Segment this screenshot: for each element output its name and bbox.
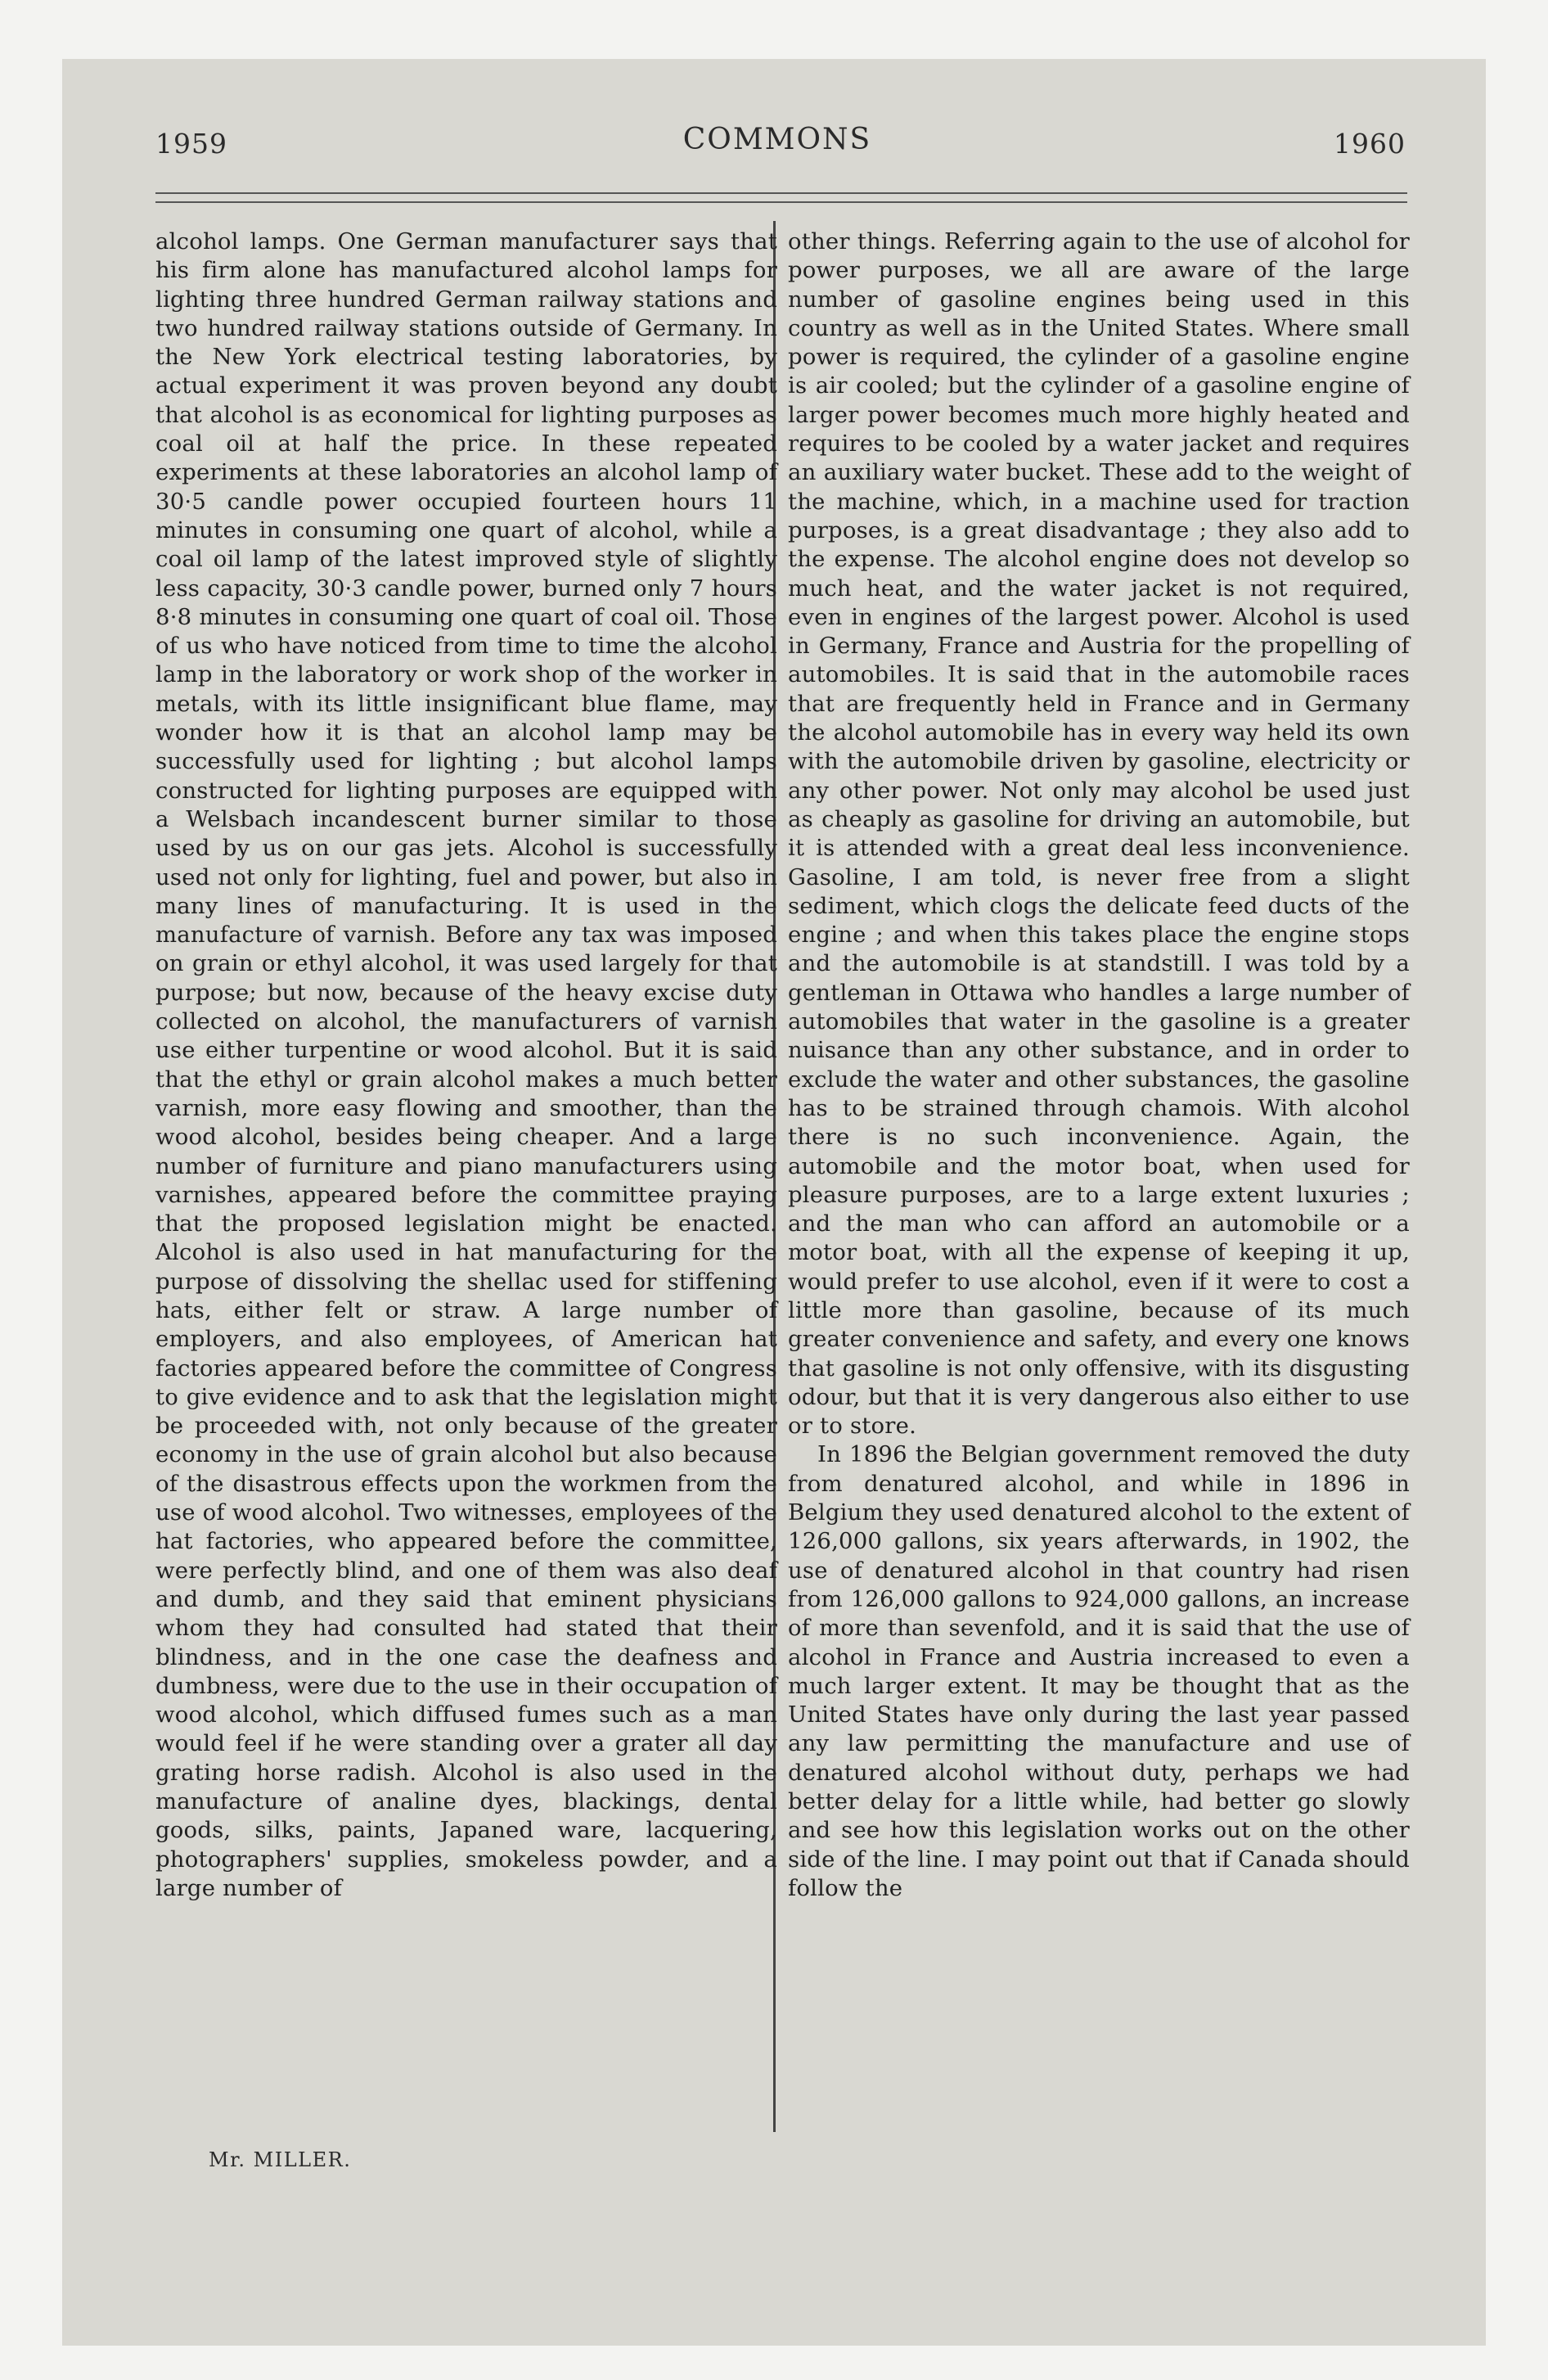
left-column-paragraph: alcohol lamps. One German manufacturer says that his firm alone has manufactured alcohol lamps for lighting three hundred German railway stations and two hundred railway stations outside of Germany. In the New York electrical testing laboratories, by actual experiment it was proven beyond any doubt that alcohol is as economical for lighting purposes as coal oil at half the price. In these repeated experiments at these laboratories an alcohol lamp of 30·5 candle power occupied fourteen hours 11 minutes in consuming one quart of alcohol, while a coal oil lamp of the latest improved style of slightly less capacity, 30·3 candle power, burned only 7 hours 8·8 minutes in consuming one quart of coal oil. Those of us who have noticed from time to time the alcohol lamp in the laboratory or work shop of the worker in metals, with its little insignificant blue flame, may wonder how it is that an alcohol lamp may be successfully used for lighting ; but alcohol lamps constructed for lighting purposes are equipped with a Welsbach incandescent burner similar to those used by us on our gas jets. Alcohol is successfully used not only for lighting, fuel and power, but also in many lines of manufacturing. It is used in the manufacture of varnish. Before any tax was imposed on grain or ethyl alcohol, it was used largely for that purpose; but now, because of the heavy excise duty collected on alcohol, the manufacturers of varnish use either turpentine or wood alcohol. But it is said that the ethyl or grain alcohol makes a much better varnish, more easy flowing and smoother, than the wood alcohol, besides being cheaper. And a large number of furniture and piano manufacturers using varnishes, appeared before the committee praying that the proposed legislation might be enacted. Alcohol is also used in hat manufacturing for the purpose of dissolving the shellac used for stiffening hats, either felt or straw. A large number of employers, and also employees, of American hat factories appeared before the committee of Congress to give evidence and to ask that the legislation might be proceeded with, not only because of the greater economy in the use of grain alcohol but also because of the disastrous effects upon the workmen from the use of wood alcohol. Two witnesses, employees of the hat factories, who appeared before the committee, were perfectly blind, and one of them was also deaf and dumb, and they said that eminent physicians whom they had consulted had stated that their blindness, and in the one case the deafness and dumbness, were due to the use in their occupation of wood alcohol, which diffused fumes such as a man would feel if he were standing over a grater all day grating horse radish. Alcohol is also used in the manufacture of analine dyes, blackings, dental goods, silks, paints, Japaned ware, lacquering, photographers' supplies, smokeless powder, and a large number of (155, 228, 777, 1901)
right-column-paragraph-1: other things. Referring again to the use of alcohol for power purposes, we all are aware of the large number of gasoline engines being used in this country as well as in the United States. Where small power is required, the cylinder of a gasoline engine is air cooled; but the cylinder of a gasoline engine of larger power becomes much more highly heated and requires to be cooled by a water jacket and requires an auxiliary water bucket. These add to the weight of the machine, which, in a machine used for traction purposes, is a great disadvantage ; they also add to the expense. The alcohol engine does not develop so much heat, and the water jacket is not required, even in engines of the largest power. Alcohol is used in Germany, France and Austria for the propelling of automobiles. It is said that in the automobile races that are frequently held in France and in Germany the alcohol automobile has in every way held its own with the automobile driven by gasoline, electricity or any other power. Not only may alcohol be used just as cheaply as gasoline for driving an automobile, but it is attended with a great deal less inconvenience. Gasoline, I am told, is never free from a slight sediment, which clogs the delicate feed ducts of the engine ; and when this takes place the engine stops and the automobile is at standstill. I was told by a gentleman in Ottawa who handles a large number of automobiles that water in the gasoline is a greater nuisance than any other substance, and in order to exclude the water and other substances, the gasoline has to be strained through chamois. With alcohol there is no such inconvenience. Again, the automobile and the motor boat, when used for pleasure purposes, are to a large extent luxuries ; and the man who can afford an automobile or a motor boat, with all the expense of keeping it up, would prefer to use alcohol, even if it were to cost a little more than gasoline, because of its much greater convenience and safety, and every one knows that gasoline is not only offensive, with its disgusting odour, but that it is very dangerous also either to use or to store. (788, 228, 1410, 1440)
right-column-paragraph-2: In 1896 the Belgian government removed the duty from denatured alcohol, and while in 1896 in Belgium they used denatured alcohol to the extent of 126,000 gallons, six years afterwards, in 1902, the use of denatured alcohol in that country had risen from 126,000 gallons to 924,000 gallons, an increase of more than sevenfold, and it is said that the use of alcohol in France and Austria increased to even a much larger extent. It may be thought that as the United States have only during the last year passed any law permitting the manufacture and use of denatured alcohol without duty, perhaps we had better delay for a little while, had better go slowly and see how this legislation works out on the other side of the line. I may point out that if Canada should follow the (788, 1441, 1410, 1901)
page-title: COMMONS (682, 123, 872, 156)
header-double-rule (155, 192, 1407, 203)
right-column (788, 228, 1410, 1903)
page-header (139, 123, 1415, 172)
page-number-right: 1960 (1334, 128, 1406, 160)
speaker-signature: Mr. MILLER. (209, 2148, 352, 2171)
left-column (155, 228, 777, 1903)
page-number-left: 1959 (155, 128, 227, 160)
